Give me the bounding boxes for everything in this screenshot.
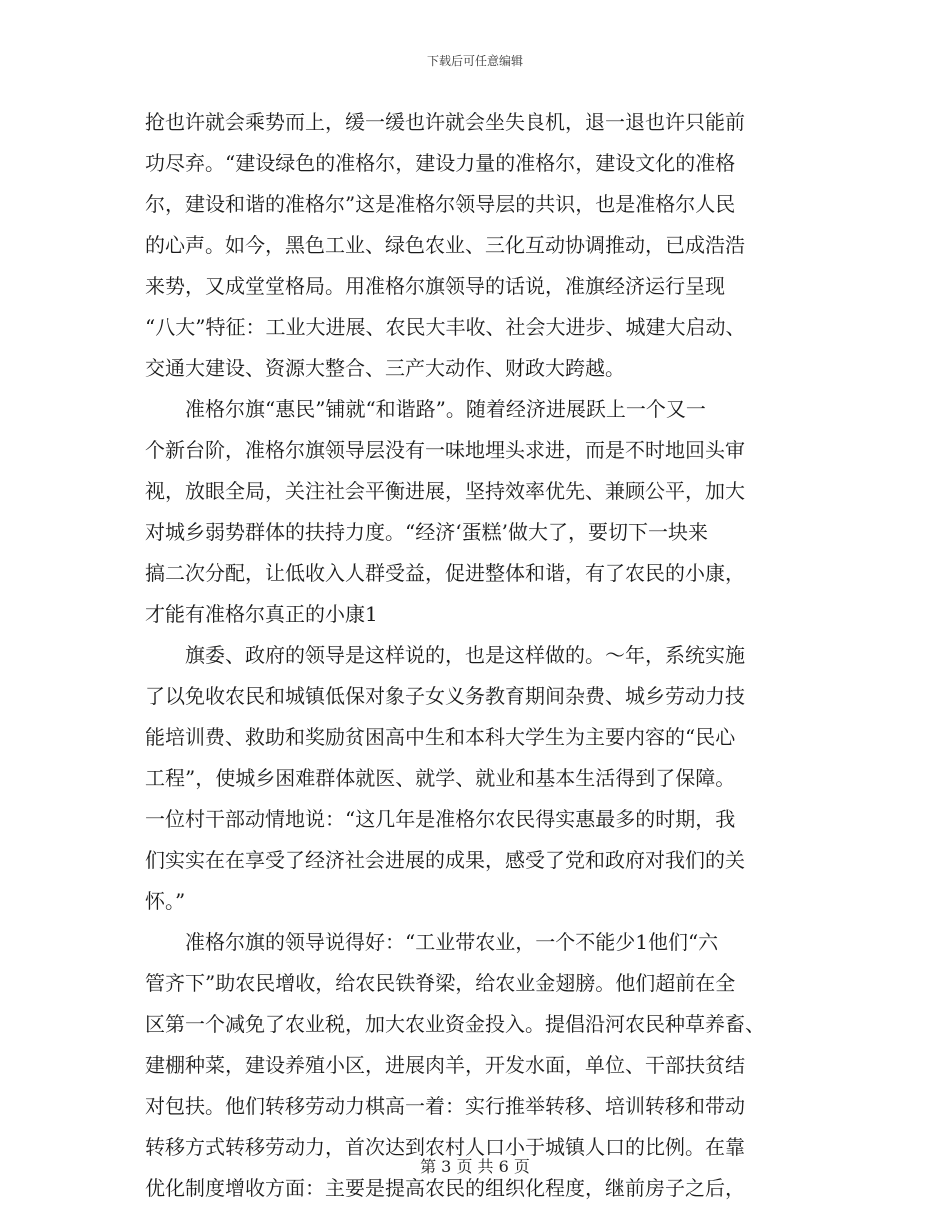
paragraph-first-line: 准格尔旗“惠民”铺就“和谐路”。随着经济进展跃上一个又一	[185, 397, 706, 421]
text-line: 怀。”	[145, 889, 186, 913]
document-body	[145, 102, 805, 1209]
text-line: “八大”特征：工业大进展、农民大丰收、社会大进步、城建大启动、	[145, 315, 746, 339]
text-line: 对城乡弱势群体的扶持力度。“经济‘蛋糕’做大了，要切下一块来	[145, 520, 708, 544]
text-line: 功尽弃。“建设绿色的准格尔，建设力量的准格尔，建设文化的准格	[145, 151, 736, 175]
text-line: 尔，建设和谐的准格尔”这是准格尔领导层的共识，也是准格尔人民	[145, 192, 736, 216]
text-line: 抢也许就会乘势而上，缓一缓也许就会坐失良机，退一退也许只能前	[145, 110, 745, 134]
text-line: 来势，又成堂堂格局。用准格尔旗领导的话说，准旗经济运行呈现	[145, 274, 725, 298]
text-line: 能培训费、救助和奖励贫困高中生和本科大学生为主要内容的“民心	[145, 725, 736, 749]
text-line: 视，放眼全局，关注社会平衡进展，坚持效率优先、兼顾公平，加大	[145, 479, 745, 503]
text-line: 对包扶。他们转移劳动力棋高一着：实行推举转移、培训转移和带动	[145, 1094, 745, 1118]
text-line: 才能有准格尔真正的小康1	[145, 602, 378, 626]
text-line: 的心声。如今，黑色工业、绿色农业、三化互动协调推动，已成浩浩	[145, 233, 745, 257]
text-line: 建棚种菜，建设养殖小区，进展肉羊，开发水面，单位、干部扶贫结	[145, 1053, 745, 1077]
text-line: 了以免收农民和城镇低保对象子女义务教育期间杂费、城乡劳动力技	[145, 684, 745, 708]
text-line: 们实实在在享受了经济社会进展的成果，感受了党和政府对我们的关	[145, 848, 745, 872]
text-line: 区第一个减免了农业税，加大农业资金投入。提倡沿河农民种草养畜、	[145, 1012, 765, 1036]
text-line: 个新台阶，准格尔旗领导层没有一味地埋头求进，而是不时地回头审	[145, 438, 745, 462]
paragraph-first-line: 准格尔旗的领导说得好：“工业带农业，一个不能少1他们“六	[185, 930, 719, 954]
text-line: 优化制度增收方面：主要是提高农民的组织化程度，继前房子之后，	[145, 1176, 745, 1200]
text-line: 工程”，使城乡困难群体就医、就学、就业和基本生活得到了保障。	[145, 766, 736, 790]
text-line: 一位村干部动情地说：“这几年是准格尔农民得实惠最多的时期，我	[145, 807, 736, 831]
page-number: 第 3 页 共 6 页	[420, 1157, 530, 1176]
text-line: 转移方式转移劳动力，首次达到农村人口小于城镇人口的比例。在靠	[145, 1135, 745, 1159]
text-line: 交通大建设、资源大整合、三产大动作、财政大跨越。	[145, 356, 625, 380]
text-line: 搞二次分配，让低收入人群受益，促进整体和谐，有了农民的小康，	[145, 561, 745, 585]
paragraph-first-line: 旗委、政府的领导是这样说的，也是这样做的。～年，系统实施	[185, 643, 745, 667]
page-header: 下载后可任意编辑	[426, 54, 523, 68]
text-line: 管齐下”助农民增收，给农民铁脊梁，给农业金翅膀。他们超前在全	[145, 971, 736, 995]
